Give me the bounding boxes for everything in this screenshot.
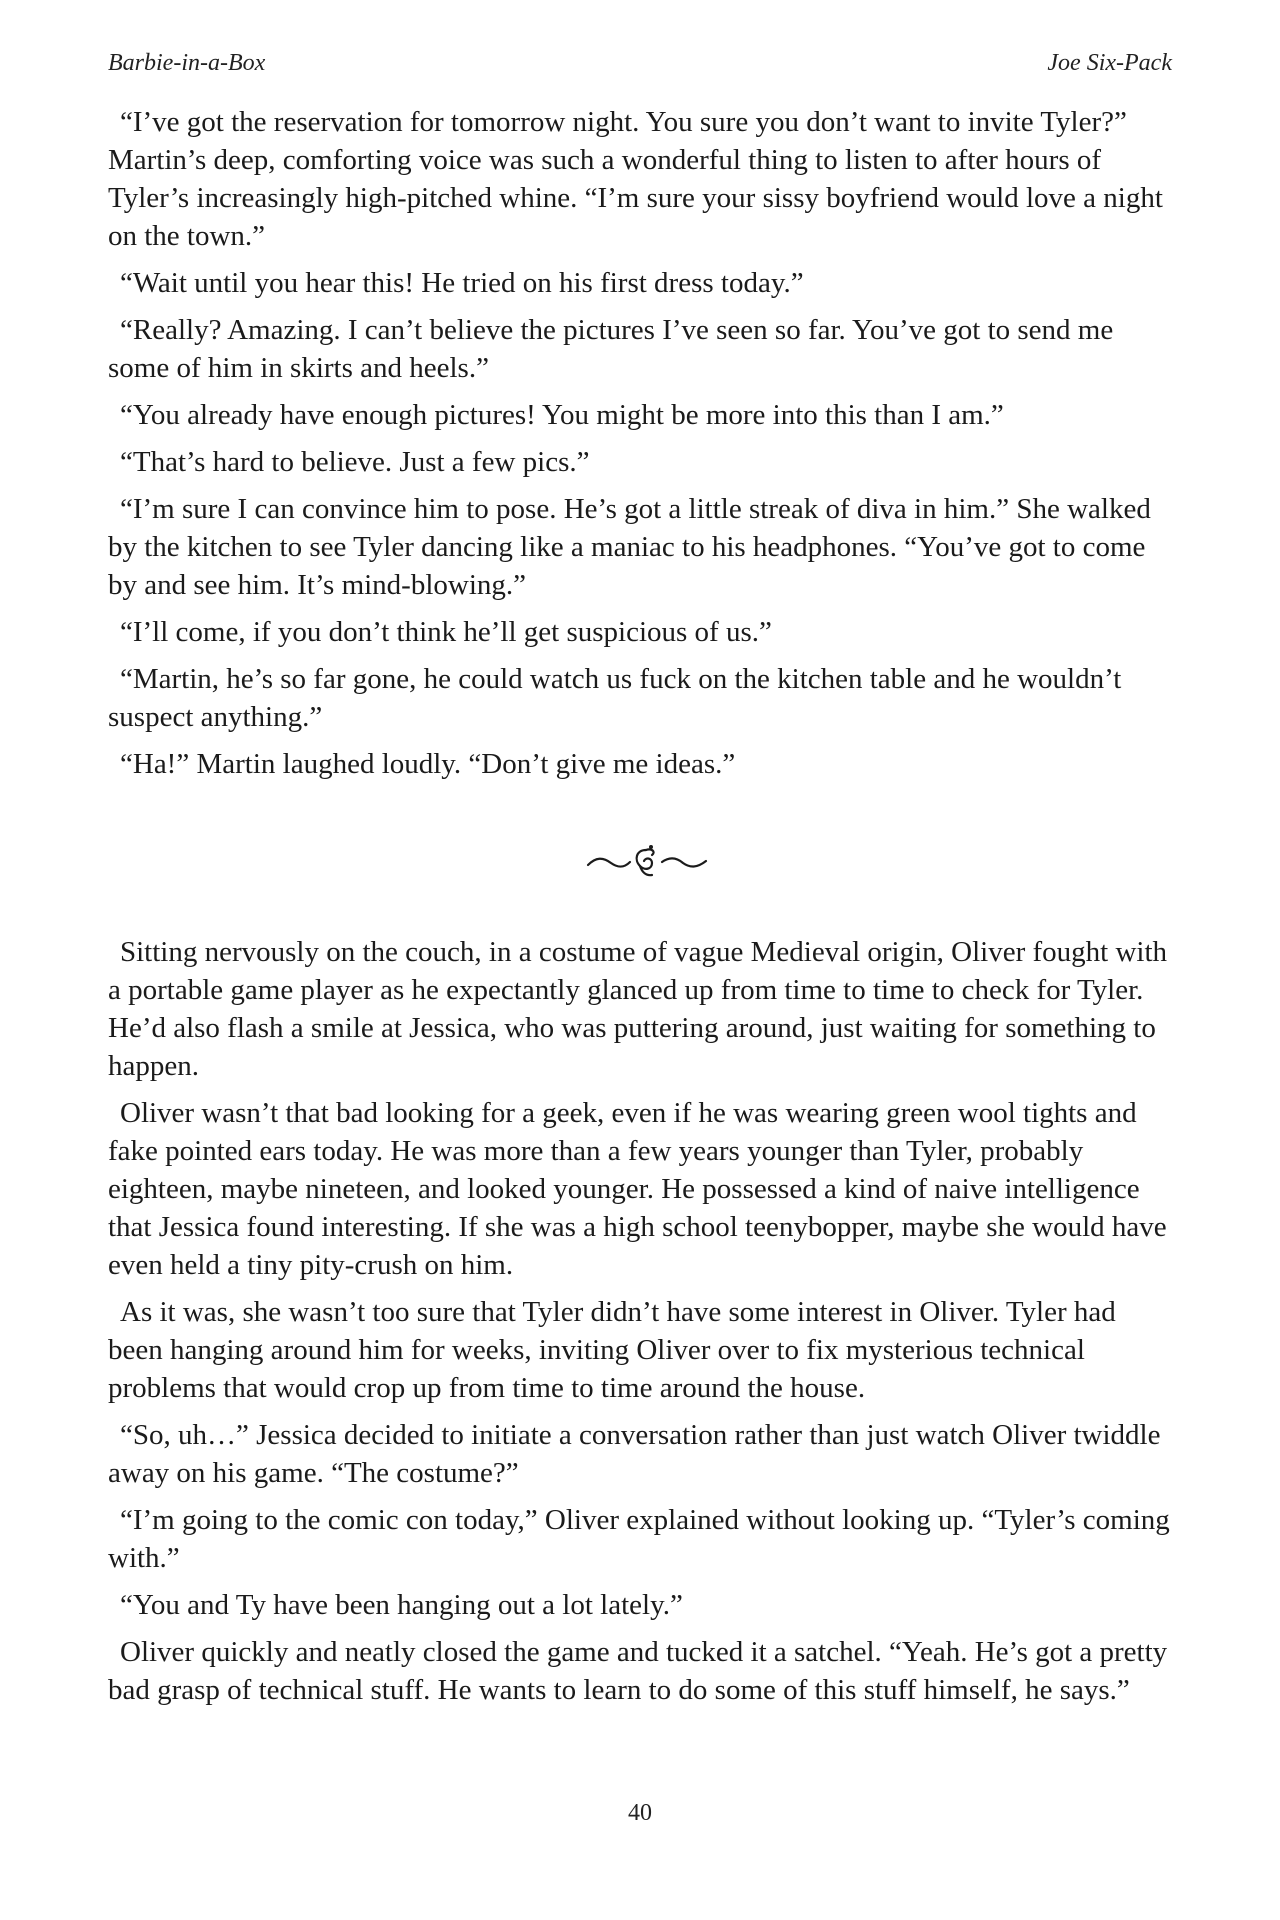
- paragraph: “Really? Amazing. I can’t believe the pictures I’ve seen so far. You’ve got to send me some of him in skirts and heels.”: [108, 314, 1114, 384]
- paragraph: “I’m going to the comic con today,” Oliver explained without looking up. “Tyler’s coming with.”: [108, 1504, 1170, 1574]
- fleuron-icon: [0, 838, 1280, 888]
- paragraph: Oliver wasn’t that bad looking for a geek, even if he was wearing green wool tights and fake pointed ears today. He was more than a few years younger than Tyler, probably eighteen, maybe nineteen, and looked younger. He possessed a kind of naive intelligence that Jessica found interesting. If she was a high school teenybopper, maybe she would have even held a tiny pity-crush on him.: [108, 1097, 1167, 1281]
- paragraph: Sitting nervously on the couch, in a costume of vague Medieval origin, Oliver fought with a portable game player as he expectantly glanced up from time to time to check for Tyler. He’d also flash a smile at Jessica, who was puttering around, just waiting for something to happen.: [108, 936, 1168, 1082]
- paragraph: “I’ve got the reservation for tomorrow night. You sure you don’t want to invite Tyler?” Martin’s deep, comforting voice was such a wonderful thing to listen to after hours of Tyler’s increasingly high-pitched whine. “I’m sure your sissy boyfriend would love a night on the town.”: [108, 106, 1163, 252]
- chapter-title: Joe Six-Pack: [1047, 50, 1172, 76]
- page-number: 40: [628, 1800, 652, 1826]
- paragraph: Oliver quickly and neatly closed the game and tucked it a satchel. “Yeah. He’s got a pretty bad grasp of technical stuff. He wants to learn to do some of this stuff himself, he says.”: [108, 1636, 1168, 1706]
- paragraph: “Wait until you hear this! He tried on his first dress today.”: [120, 267, 804, 299]
- paragraph: “So, uh…” Jessica decided to initiate a conversation rather than just watch Oliver twiddle away on his game. “The costume?”: [108, 1419, 1161, 1489]
- paragraph: “I’ll come, if you don’t think he’ll get suspicious of us.”: [120, 616, 772, 648]
- text-section-2: [108, 933, 1172, 1718]
- paragraph: “You and Ty have been hanging out a lot lately.”: [120, 1589, 683, 1621]
- paragraph: “Ha!” Martin laughed loudly. “Don’t give me ideas.”: [120, 748, 736, 780]
- paragraph: As it was, she wasn’t too sure that Tyler didn’t have some interest in Oliver. Tyler had been hanging around him for weeks, inviting Oliver over to fix mysterious technical problems that would crop up from time to time around the house.: [108, 1296, 1116, 1404]
- paragraph: “I’m sure I can convince him to pose. He’s got a little streak of diva in him.” She walked by the kitchen to see Tyler dancing like a maniac to his headphones. “You’ve got to come by and see him. It’s mind-blowing.”: [108, 493, 1151, 601]
- section-break: [0, 838, 1280, 888]
- paragraph: “You already have enough pictures! You might be more into this than I am.”: [120, 399, 1004, 431]
- paragraph: “That’s hard to believe. Just a few pics.”: [120, 446, 590, 478]
- running-header: [108, 50, 1172, 84]
- paragraph: “Martin, he’s so far gone, he could watch us fuck on the kitchen table and he wouldn’t suspect anything.”: [108, 663, 1122, 733]
- text-section-1: [108, 103, 1172, 792]
- book-title: Barbie-in-a-Box: [108, 50, 266, 76]
